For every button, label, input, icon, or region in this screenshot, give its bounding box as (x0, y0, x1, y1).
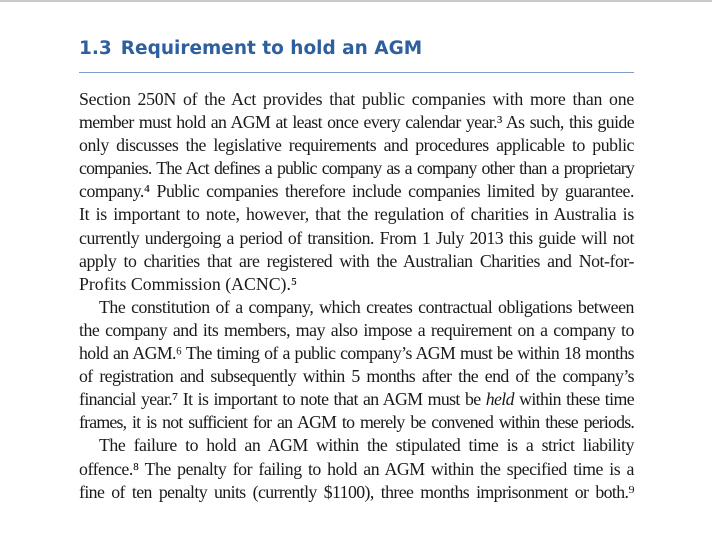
top-border (0, 0, 712, 2)
section-number: 1.3 (79, 38, 112, 59)
paragraph-line: hold an AGM.⁶ The timing of a public company’s AGM must be within 18 months (79, 343, 634, 364)
emphasis-held: held (485, 389, 514, 410)
line-text: financial year.⁷ It is important to note that an AGM must be (79, 389, 486, 410)
paragraph-line: the company and its members, may also impose a requirement on a company to (79, 319, 634, 340)
paragraph-line: Section 250N of the Act provides that public companies with more than one (79, 89, 634, 109)
paragraph-line: frames, it is not sufficient for an AGM to merely be convened within these periods. (79, 412, 634, 433)
paragraph-line: The failure to hold an AGM within the stipulated time is a strict liability (99, 435, 634, 456)
paragraph-line-with-emphasis (79, 388, 634, 411)
body-text (79, 88, 634, 504)
paragraph-line: company.⁴ Public companies therefore include companies limited by guarantee. (79, 181, 634, 202)
section-heading (79, 38, 422, 59)
paragraph-line: Profits Commission (ACNC).⁵ (79, 273, 298, 294)
heading-rule (79, 72, 634, 73)
section-title: Requirement to hold an AGM (120, 38, 423, 59)
paragraph-line: The constitution of a company, which creates contractual obligations between (99, 296, 634, 317)
paragraph-line: offence.⁸ The penalty for failing to hold an AGM within the specified time is a (79, 458, 634, 479)
paragraph-line: It is important to note, however, that the regulation of charities in Australia is (79, 204, 634, 225)
paragraph-line: companies. The Act defines a public company as a company other than a proprietary (79, 158, 634, 179)
line-text: within these time (513, 389, 635, 410)
paragraph-line: currently undergoing a period of transition. From 1 July 2013 this guide will not (79, 227, 634, 248)
paragraph-line: member must hold an AGM at least once every calendar year.³ As such, this guide (79, 112, 634, 133)
paragraph-line: fine of ten penalty units (currently $1100), three months imprisonment or both.⁹ (79, 481, 634, 502)
paragraph-line: only discusses the legislative requirements and procedures applicable to public (79, 135, 634, 156)
paragraph-line: apply to charities that are registered with the Australian Charities and Not-for- (79, 250, 634, 271)
paragraph-line: of registration and subsequently within 5 months after the end of the company’s (79, 366, 634, 387)
